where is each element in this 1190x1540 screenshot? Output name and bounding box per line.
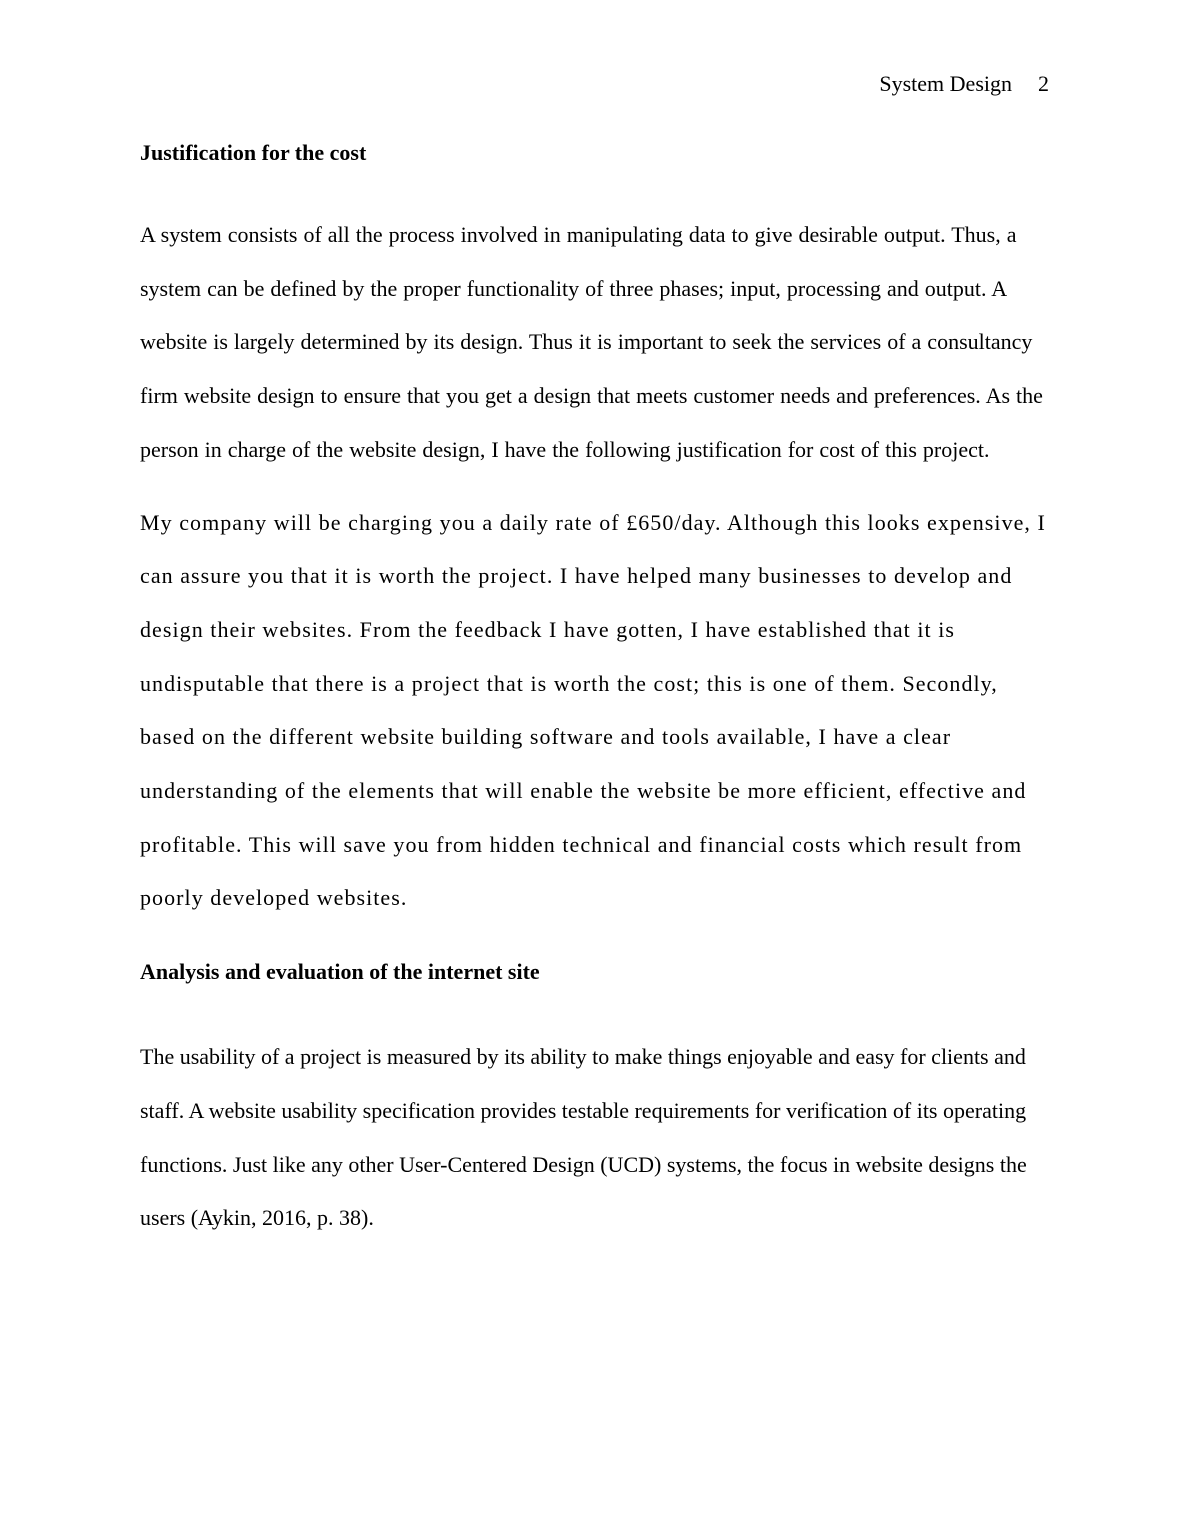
paragraph-daily-rate: My company will be charging you a daily rate of £650/day. Although this looks expensive, I can assure you that it is worth the project. I have helped many businesses to develop and design their websites. From the feedback I have gotten, I have established that it is undisputable that there is a project that is worth the cost; this is one of them. Secondly, based on the different website building software and tools available, I have a clear understanding of the elements that will enable the website be more efficient, effective and profitable. This will save you from hidden technical and financial costs which result from poorly developed websites.: [140, 509, 1046, 911]
paragraph-system-definition: A system consists of all the process involved in manipulating data to give desirable output. Thus, a system can be defined by the proper functionality of three phases; input, processing and output. A website is largely determined by its design. Thus it is important to seek the services of a consultancy firm website design to ensure that you get a design that meets customer needs and preferences. As the person in charge of the website design, I have the following justification for cost of this project.: [140, 222, 1043, 462]
running-head-title: System Design: [879, 71, 1012, 96]
running-head: [879, 69, 1049, 99]
paragraph-usability: The usability of a project is measured by its ability to make things enjoyable and easy for clients and staff. A website usability specification provides testable requirements for verification of its operating functions. Just like any other User-Centered Design (UCD) systems, the focus in website designs the users (Aykin, 2016, p. 38).: [140, 1044, 1027, 1231]
section-heading-analysis: Analysis and evaluation of the internet site: [140, 959, 540, 985]
document-body: [140, 138, 1056, 1245]
section-heading-justification: Justification for the cost: [140, 140, 367, 165]
page-number: 2: [1038, 71, 1049, 96]
